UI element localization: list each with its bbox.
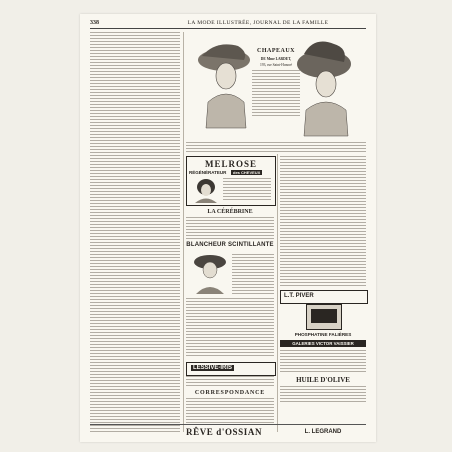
blancheur-text	[232, 254, 274, 294]
blancheur-lady-icon	[190, 252, 230, 294]
huile-title: HUILE D'OLIVE	[296, 376, 350, 384]
galeries-text	[280, 350, 366, 372]
right-column-text	[280, 156, 366, 286]
huile-text	[280, 386, 366, 402]
legrand-title: L. LEGRAND	[304, 429, 342, 435]
melrose-subtitle: RÉGÉNÉRATEUR	[189, 170, 227, 175]
hats-address: 193, rue Saint-Honoré	[259, 63, 293, 67]
phosphatine-title: PHOSPHATINE FALIÈRES	[294, 332, 352, 337]
column-rule-right	[277, 154, 278, 432]
perfume-label	[306, 304, 342, 330]
melrose-ad	[186, 156, 276, 206]
hats-maker: DE Mme LARDET,	[260, 57, 292, 61]
melrose-title: MELROSE	[204, 159, 257, 169]
magazine-page	[80, 14, 376, 442]
correspondance-text	[186, 398, 274, 424]
column-rule-left	[183, 32, 184, 432]
piver-ad	[280, 290, 368, 304]
hats-description-text	[186, 142, 366, 152]
hats-illustration	[186, 32, 366, 140]
middle-column-text	[186, 298, 274, 358]
blancheur-title: BLANCHEUR SCINTILLANTE	[186, 242, 274, 248]
melrose-text	[223, 178, 271, 200]
correspondance-title: CORRESPONDANCE	[194, 390, 266, 396]
lessive-ad	[186, 362, 276, 376]
page-number: 338	[90, 20, 99, 26]
perfume-label-graphic	[311, 309, 337, 323]
hats-caption-text	[252, 70, 300, 118]
melrose-sub2: des CHEVEUX	[233, 170, 261, 175]
lessive-text	[186, 376, 274, 388]
hats-title: CHAPEAUX	[257, 48, 295, 54]
page-header	[90, 20, 366, 29]
galeries-title: GALERIES VICTOR VAISSIER	[280, 340, 366, 347]
reve-ossian-title: RÊVE d'OSSIAN	[186, 427, 263, 437]
piver-title: L.T. PIVER	[284, 293, 314, 299]
bottom-rule	[90, 424, 366, 425]
cereborine-title: LA CÉRÉBRINE	[207, 209, 253, 215]
running-title: LA MODE ILLUSTRÉE, JOURNAL DE LA FAMILLE	[187, 20, 329, 26]
melrose-portrait-icon	[191, 177, 221, 203]
left-column-text	[90, 32, 180, 432]
cereborine-text	[186, 217, 274, 239]
lessive-title: LESSIVE-IRIS	[193, 365, 233, 371]
